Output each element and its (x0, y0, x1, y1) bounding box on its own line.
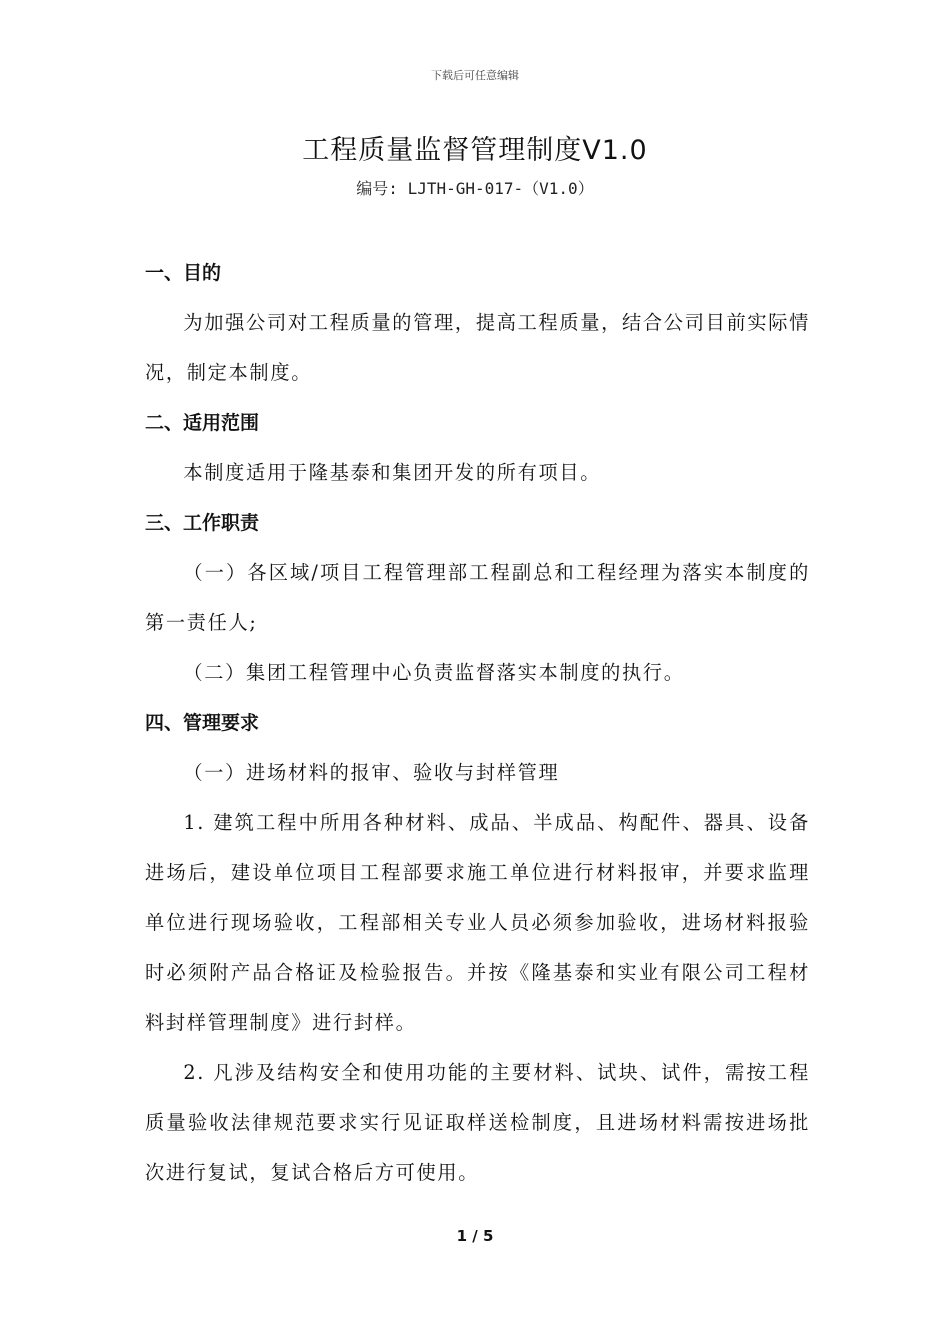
paragraph: 本制度适用于隆基泰和集团开发的所有项目。 (183, 461, 602, 484)
subsection-heading: （一）进场材料的报审、验收与封样管理 (183, 761, 560, 784)
header-note: 下载后可任意编辑 (431, 69, 519, 82)
paragraph: 2. 凡涉及结构安全和使用功能的主要材料、试块、试件，需按工程质量验收法律规范要求实行见证取样送检制度，且进场材料需按进场批次进行复试，复试合格后方可使用。 (145, 1061, 810, 1184)
section-heading-purpose: 一、目的 (145, 262, 222, 284)
paragraph: 为加强公司对工程质量的管理，提高工程质量，结合公司目前实际情况，制定本制度。 (145, 311, 811, 384)
document-body (145, 248, 810, 1198)
section-heading-scope: 二、适用范围 (145, 412, 260, 434)
paragraph: 1. 建筑工程中所用各种材料、成品、半成品、构配件、器具、设备进场后，建设单位项目工程部要求施工单位进行材料报审，并要求监理单位进行现场验收，工程部相关专业人员必须参加验收，进场材料报验时必须附产品合格证及检验报告。并按《隆基泰和实业有限公司工程材料封样管理制度》进行封样。 (145, 811, 810, 1034)
page-indicator: 1 / 5 (456, 1227, 494, 1245)
document-title: 工程质量监督管理制度V1.0 (302, 135, 648, 166)
section-heading-responsibilities: 三、工作职责 (145, 512, 260, 534)
paragraph: （二）集团工程管理中心负责监督落实本制度的执行。 (183, 661, 685, 684)
document-number: 编号: LJTH-GH-017-（V1.0） (356, 179, 594, 198)
paragraph: （一）各区域/项目工程管理部工程副总和工程经理为落实本制度的第一责任人; (145, 561, 810, 634)
section-heading-requirements: 四、管理要求 (145, 712, 260, 734)
